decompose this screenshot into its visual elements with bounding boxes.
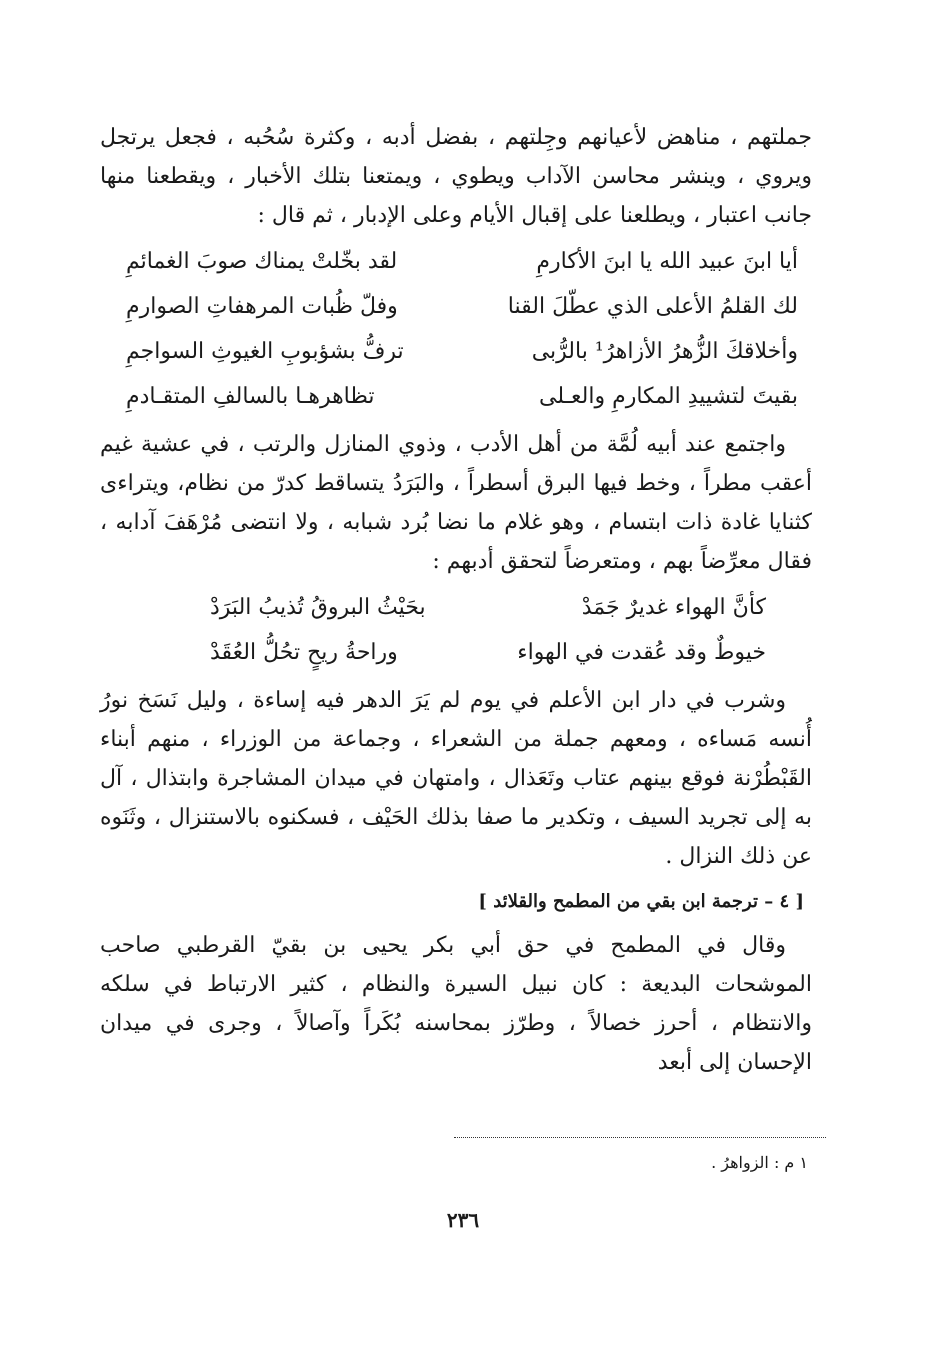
paragraph: وشرب في دار ابن الأعلم في يوم لم يَرَ الدهر فيه إساءة ، وليل نَسَخ نورُ أُنسه مَساءه ، ومعهم جملة من الشعراء ، وجماعة من الوزراء ، منهم أبناء القَبْطُرْنة فوقع بينهم عتاب وتَعَذال ، وامتهان في ميدان المشاجرة وابتذال ، آل به إلى تجريد السيف ، وتكدير ما صفا بذلك الحَيْف ، فسكنوه بالاستنزال ، وثَنَوه عن ذلك النزال . xyxy=(100,688,812,869)
footnote: ١ م : الزواهرُ . xyxy=(711,1153,808,1172)
verse xyxy=(100,630,812,675)
verse xyxy=(100,329,812,374)
paragraph: جملتهم ، مناهض لأعيانهم وجِلتهم ، بفضل أدبه ، وكثرة سُحُبه ، فجعل يرتجل ويروي ، وينشر محاسن الآداب ويطوي ، ويمتعنا بتلك الأخبار ، ويقطعنا منها جانب اعتبار ، ويطلعنا على إقبال الأيام وعلى الإدبار ، ثم قال : xyxy=(100,125,812,228)
verse xyxy=(100,284,812,329)
page-number: ٢٣٦ xyxy=(446,1208,480,1232)
verse-first-hemistich: خيوطٌ وقد عُقدت في الهواء xyxy=(517,640,766,665)
verse xyxy=(100,585,812,630)
verse-first-hemistich: كأنَّ الهواء غديرٌ جَمَدْ xyxy=(581,595,766,620)
verse-second-hemistich: لقد بخّلتْ يمناك صوبَ الغمائمِ xyxy=(126,249,398,274)
verse-second-hemistich: وراحةُ ريحٍ تحُلُّ العُقَدْ xyxy=(210,640,398,665)
poem xyxy=(100,239,812,419)
section-heading: [ ٤ – ترجمة ابن بقي من المطمح والقلائد ] xyxy=(478,891,804,912)
paragraph: واجتمع عند أبيه لُمَّة من أهل الأدب ، وذوي المنازل والرتب ، في عشية غيم أعقب مطراً ، وخط فيها البرق أسطراً ، والبَرَدُ يتساقط كدرّ من نظام، ويتراءى كثنايا غادة ذات ابتسام ، وهو غلام ما نضا بُرد شبابه ، ولا انتضى مُرْهَفَ آدابه ، فقال معرِّضاً بهم ، ومتعرضاً لتحقق أدبهم : xyxy=(100,432,812,574)
verse-first-hemistich: بقيتَ لتشييدِ المكارمِ والعـلى xyxy=(538,384,798,409)
verse-second-hemistich: وفلّ ظُبات المرهفاتِ الصوارمِ xyxy=(126,294,398,319)
page-body xyxy=(100,118,812,1082)
verse xyxy=(100,239,812,284)
verse-second-hemistich: تظاهرهـا بالسالفِ المتقـادمِ xyxy=(126,384,375,409)
verse-second-hemistich: ترفُّ بشؤبوبِ الغيوثِ السواجمِ xyxy=(126,339,404,364)
poem xyxy=(100,585,812,675)
verse-first-hemistich: وأخلاقكَ الزُّهرُ الأزاهرُ¹ بالرُّبى xyxy=(531,339,798,364)
verse xyxy=(100,374,812,419)
verse-first-hemistich: أيا ابنَ عبيد الله يا ابنَ الأكارمِ xyxy=(536,249,798,274)
paragraph: وقال في المطمح في حق أبي بكر يحيى بن بقيّ القرطبي صاحب الموشحات البديعة : كان نبيل السيرة والنظام ، كثير الارتباط في سلكه والانتظام ، أحرز خصالاً ، وطرّز بمحاسنه بُكَراً وآصالاً ، وجرى في ميدان الإحسان إلى أبعد xyxy=(100,933,812,1075)
footnote-divider xyxy=(454,1137,826,1138)
verse-first-hemistich: لك القلمُ الأعلى الذي عطّلَ القنا xyxy=(507,294,798,319)
verse-second-hemistich: بحَيْثُ البروقُ تُذيبُ البَرَدْ xyxy=(210,595,426,620)
